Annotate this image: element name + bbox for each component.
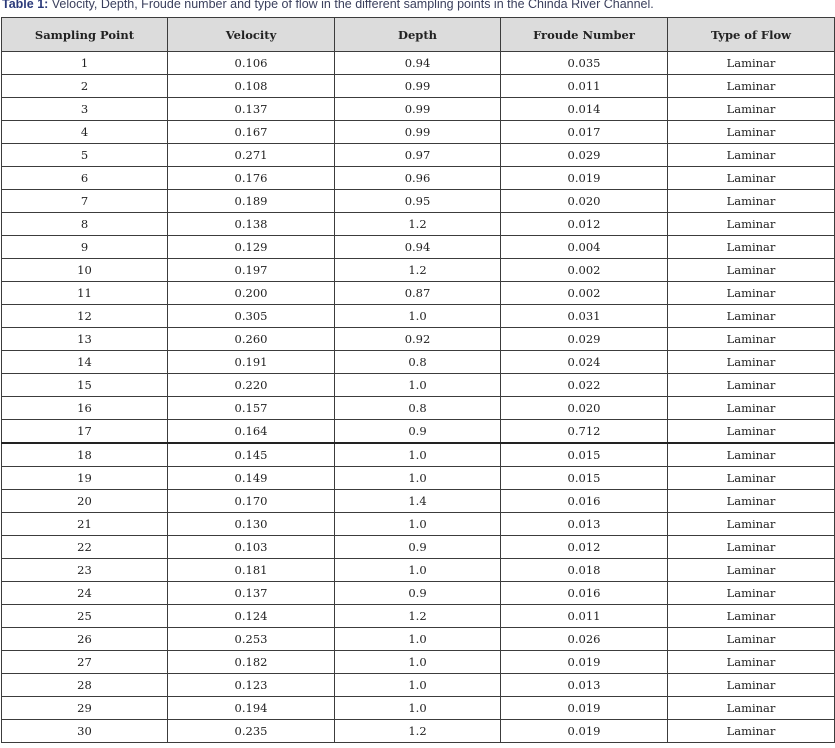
table-row [2, 190, 835, 213]
cell-type-of-flow: Laminar [668, 236, 835, 259]
cell-sampling-point: 23 [2, 559, 168, 582]
table-row [2, 628, 835, 651]
cell-depth: 0.9 [335, 536, 501, 559]
table-row [2, 213, 835, 236]
table-row [2, 513, 835, 536]
table-row [2, 651, 835, 674]
cell-froude-number: 0.018 [501, 559, 668, 582]
cell-type-of-flow: Laminar [668, 674, 835, 697]
cell-froude-number: 0.016 [501, 490, 668, 513]
cell-velocity: 0.200 [168, 282, 335, 305]
cell-velocity: 0.103 [168, 536, 335, 559]
table-row [2, 144, 835, 167]
cell-velocity: 0.305 [168, 305, 335, 328]
cell-type-of-flow: Laminar [668, 490, 835, 513]
data-table [1, 17, 835, 743]
cell-depth: 1.4 [335, 490, 501, 513]
cell-depth: 1.0 [335, 628, 501, 651]
cell-sampling-point: 14 [2, 351, 168, 374]
cell-froude-number: 0.019 [501, 167, 668, 190]
cell-sampling-point: 17 [2, 420, 168, 444]
table-row [2, 720, 835, 743]
cell-type-of-flow: Laminar [668, 75, 835, 98]
cell-velocity: 0.182 [168, 651, 335, 674]
cell-froude-number: 0.017 [501, 121, 668, 144]
cell-sampling-point: 18 [2, 443, 168, 467]
cell-type-of-flow: Laminar [668, 144, 835, 167]
cell-froude-number: 0.013 [501, 513, 668, 536]
table-row [2, 536, 835, 559]
cell-type-of-flow: Laminar [668, 559, 835, 582]
cell-velocity: 0.197 [168, 259, 335, 282]
header-depth: Depth [335, 18, 501, 52]
table-row [2, 282, 835, 305]
cell-depth: 0.94 [335, 52, 501, 75]
table-body [2, 52, 835, 743]
cell-sampling-point: 9 [2, 236, 168, 259]
cell-type-of-flow: Laminar [668, 582, 835, 605]
cell-froude-number: 0.712 [501, 420, 668, 444]
cell-froude-number: 0.013 [501, 674, 668, 697]
cell-depth: 0.94 [335, 236, 501, 259]
cell-froude-number: 0.019 [501, 720, 668, 743]
cell-froude-number: 0.031 [501, 305, 668, 328]
cell-velocity: 0.137 [168, 98, 335, 121]
cell-depth: 0.92 [335, 328, 501, 351]
table-row [2, 259, 835, 282]
header-sampling-point: Sampling Point [2, 18, 168, 52]
cell-velocity: 0.191 [168, 351, 335, 374]
table-row [2, 351, 835, 374]
table-row [2, 75, 835, 98]
table-caption-text: Velocity, Depth, Froude number and type of flow in the different sampling points in the Chinda River Channel. [48, 0, 654, 11]
cell-depth: 0.8 [335, 397, 501, 420]
cell-depth: 0.9 [335, 420, 501, 444]
cell-froude-number: 0.012 [501, 213, 668, 236]
cell-velocity: 0.181 [168, 559, 335, 582]
cell-velocity: 0.189 [168, 190, 335, 213]
cell-froude-number: 0.014 [501, 98, 668, 121]
cell-sampling-point: 11 [2, 282, 168, 305]
cell-type-of-flow: Laminar [668, 374, 835, 397]
table-row [2, 52, 835, 75]
cell-type-of-flow: Laminar [668, 697, 835, 720]
cell-sampling-point: 22 [2, 536, 168, 559]
cell-froude-number: 0.024 [501, 351, 668, 374]
cell-froude-number: 0.016 [501, 582, 668, 605]
cell-sampling-point: 7 [2, 190, 168, 213]
cell-type-of-flow: Laminar [668, 351, 835, 374]
cell-velocity: 0.170 [168, 490, 335, 513]
header-velocity: Velocity [168, 18, 335, 52]
cell-sampling-point: 2 [2, 75, 168, 98]
cell-depth: 1.2 [335, 213, 501, 236]
cell-depth: 0.99 [335, 121, 501, 144]
cell-froude-number: 0.011 [501, 75, 668, 98]
table-row [2, 559, 835, 582]
table-row [2, 167, 835, 190]
table-row [2, 328, 835, 351]
header-froude-number: Froude Number [501, 18, 668, 52]
cell-velocity: 0.137 [168, 582, 335, 605]
table-row [2, 674, 835, 697]
cell-sampling-point: 28 [2, 674, 168, 697]
cell-depth: 1.0 [335, 651, 501, 674]
cell-velocity: 0.123 [168, 674, 335, 697]
cell-depth: 1.0 [335, 559, 501, 582]
cell-depth: 0.8 [335, 351, 501, 374]
cell-sampling-point: 6 [2, 167, 168, 190]
cell-type-of-flow: Laminar [668, 190, 835, 213]
cell-depth: 1.0 [335, 697, 501, 720]
cell-sampling-point: 8 [2, 213, 168, 236]
cell-type-of-flow: Laminar [668, 443, 835, 467]
cell-sampling-point: 3 [2, 98, 168, 121]
cell-depth: 1.2 [335, 605, 501, 628]
cell-type-of-flow: Laminar [668, 121, 835, 144]
cell-velocity: 0.138 [168, 213, 335, 236]
table-row [2, 605, 835, 628]
cell-velocity: 0.164 [168, 420, 335, 444]
cell-depth: 0.87 [335, 282, 501, 305]
table-caption-label: Table 1: [2, 0, 49, 11]
cell-velocity: 0.271 [168, 144, 335, 167]
table-row [2, 697, 835, 720]
cell-depth: 0.97 [335, 144, 501, 167]
cell-velocity: 0.149 [168, 467, 335, 490]
cell-velocity: 0.124 [168, 605, 335, 628]
cell-froude-number: 0.029 [501, 144, 668, 167]
cell-froude-number: 0.019 [501, 697, 668, 720]
table-row [2, 121, 835, 144]
table-caption [2, 0, 654, 13]
cell-type-of-flow: Laminar [668, 167, 835, 190]
cell-sampling-point: 10 [2, 259, 168, 282]
cell-froude-number: 0.019 [501, 651, 668, 674]
cell-type-of-flow: Laminar [668, 305, 835, 328]
cell-type-of-flow: Laminar [668, 605, 835, 628]
cell-froude-number: 0.015 [501, 443, 668, 467]
cell-velocity: 0.157 [168, 397, 335, 420]
cell-froude-number: 0.022 [501, 374, 668, 397]
cell-depth: 1.0 [335, 374, 501, 397]
table-row [2, 467, 835, 490]
table-row [2, 443, 835, 467]
cell-froude-number: 0.035 [501, 52, 668, 75]
cell-sampling-point: 27 [2, 651, 168, 674]
cell-depth: 1.0 [335, 305, 501, 328]
cell-type-of-flow: Laminar [668, 420, 835, 444]
cell-depth: 0.96 [335, 167, 501, 190]
cell-depth: 1.2 [335, 259, 501, 282]
cell-depth: 1.2 [335, 720, 501, 743]
cell-sampling-point: 24 [2, 582, 168, 605]
cell-velocity: 0.129 [168, 236, 335, 259]
cell-velocity: 0.130 [168, 513, 335, 536]
cell-type-of-flow: Laminar [668, 536, 835, 559]
cell-sampling-point: 12 [2, 305, 168, 328]
cell-depth: 1.0 [335, 467, 501, 490]
table-row [2, 236, 835, 259]
table-row [2, 420, 835, 444]
cell-type-of-flow: Laminar [668, 98, 835, 121]
cell-depth: 0.95 [335, 190, 501, 213]
cell-velocity: 0.108 [168, 75, 335, 98]
cell-velocity: 0.260 [168, 328, 335, 351]
table-row [2, 582, 835, 605]
cell-depth: 1.0 [335, 674, 501, 697]
table-row [2, 490, 835, 513]
cell-sampling-point: 4 [2, 121, 168, 144]
cell-froude-number: 0.012 [501, 536, 668, 559]
table-row [2, 98, 835, 121]
cell-sampling-point: 15 [2, 374, 168, 397]
cell-velocity: 0.253 [168, 628, 335, 651]
cell-velocity: 0.220 [168, 374, 335, 397]
cell-type-of-flow: Laminar [668, 467, 835, 490]
cell-type-of-flow: Laminar [668, 328, 835, 351]
cell-velocity: 0.106 [168, 52, 335, 75]
cell-velocity: 0.145 [168, 443, 335, 467]
cell-sampling-point: 13 [2, 328, 168, 351]
cell-depth: 1.0 [335, 513, 501, 536]
cell-depth: 1.0 [335, 443, 501, 467]
cell-velocity: 0.235 [168, 720, 335, 743]
cell-sampling-point: 5 [2, 144, 168, 167]
cell-froude-number: 0.002 [501, 259, 668, 282]
cell-froude-number: 0.011 [501, 605, 668, 628]
cell-type-of-flow: Laminar [668, 651, 835, 674]
cell-depth: 0.99 [335, 98, 501, 121]
cell-type-of-flow: Laminar [668, 513, 835, 536]
cell-froude-number: 0.002 [501, 282, 668, 305]
cell-type-of-flow: Laminar [668, 628, 835, 651]
cell-sampling-point: 21 [2, 513, 168, 536]
cell-velocity: 0.167 [168, 121, 335, 144]
cell-froude-number: 0.026 [501, 628, 668, 651]
cell-sampling-point: 26 [2, 628, 168, 651]
table-row [2, 397, 835, 420]
cell-froude-number: 0.020 [501, 190, 668, 213]
cell-sampling-point: 25 [2, 605, 168, 628]
cell-type-of-flow: Laminar [668, 213, 835, 236]
cell-type-of-flow: Laminar [668, 52, 835, 75]
table-row [2, 374, 835, 397]
cell-sampling-point: 30 [2, 720, 168, 743]
cell-depth: 0.9 [335, 582, 501, 605]
cell-velocity: 0.194 [168, 697, 335, 720]
cell-sampling-point: 16 [2, 397, 168, 420]
cell-depth: 0.99 [335, 75, 501, 98]
cell-velocity: 0.176 [168, 167, 335, 190]
cell-sampling-point: 20 [2, 490, 168, 513]
cell-froude-number: 0.029 [501, 328, 668, 351]
cell-froude-number: 0.004 [501, 236, 668, 259]
cell-type-of-flow: Laminar [668, 259, 835, 282]
cell-sampling-point: 1 [2, 52, 168, 75]
header-row [2, 18, 835, 52]
table-row [2, 305, 835, 328]
cell-type-of-flow: Laminar [668, 720, 835, 743]
cell-sampling-point: 19 [2, 467, 168, 490]
cell-type-of-flow: Laminar [668, 282, 835, 305]
cell-froude-number: 0.015 [501, 467, 668, 490]
cell-sampling-point: 29 [2, 697, 168, 720]
cell-froude-number: 0.020 [501, 397, 668, 420]
table-header [2, 18, 835, 52]
header-type-of-flow: Type of Flow [668, 18, 835, 52]
cell-type-of-flow: Laminar [668, 397, 835, 420]
